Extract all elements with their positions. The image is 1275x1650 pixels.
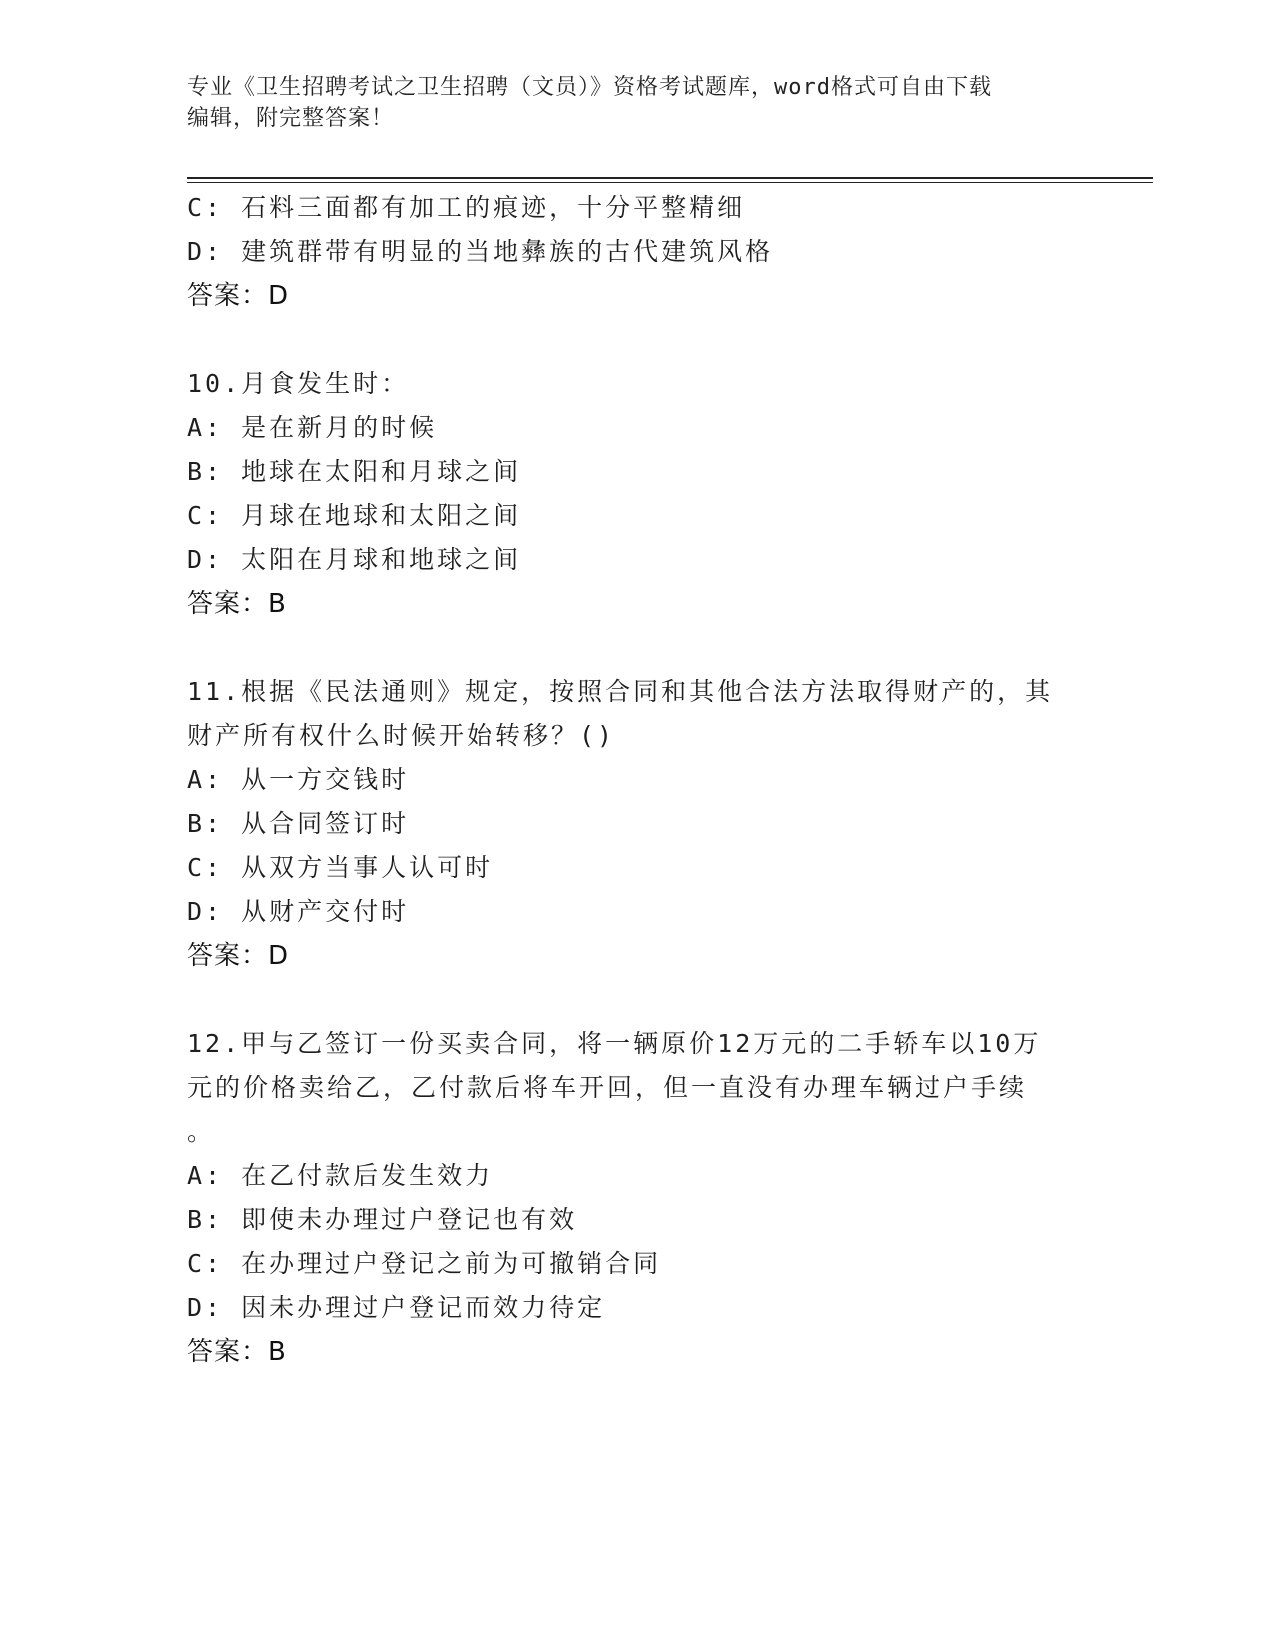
q10-option-b: B: 地球在太阳和月球之间 xyxy=(187,457,522,486)
q12-option-b: B: 即使未办理过户登记也有效 xyxy=(187,1205,578,1234)
header-divider-thin xyxy=(187,182,1153,183)
q10-option-a: A: 是在新月的时候 xyxy=(187,413,438,442)
q12-option-c: C: 在办理过户登记之前为可撤销合同 xyxy=(187,1249,662,1278)
header-line-1: 专业《卫生招聘考试之卫生招聘（文员）》资格考试题库，word格式可自由下载 xyxy=(187,75,992,100)
q10-stem: 10.月食发生时： xyxy=(187,369,410,398)
header-divider-thick xyxy=(187,177,1153,179)
q11-option-a: A: 从一方交钱时 xyxy=(187,765,410,794)
header-line-2: 编辑，附完整答案！ xyxy=(187,106,395,131)
prev-answer: 答案：D xyxy=(187,281,290,311)
prev-option-c: C: 石料三面都有加工的痕迹，十分平整精细 xyxy=(187,193,746,222)
q12-stem-line-3: 。 xyxy=(187,1117,216,1146)
q10-answer: 答案：B xyxy=(187,589,287,619)
q12-answer: 答案：B xyxy=(187,1337,287,1367)
prev-option-d: D: 建筑群带有明显的当地彝族的古代建筑风格 xyxy=(187,237,774,266)
q11-stem-line-1: 11.根据《民法通则》规定，按照合同和其他合法方法取得财产的，其 xyxy=(187,677,1054,706)
q11-option-d: D: 从财产交付时 xyxy=(187,897,410,926)
q11-option-c: C: 从双方当事人认可时 xyxy=(187,853,494,882)
document-header xyxy=(187,72,1087,134)
q11-option-b: B: 从合同签订时 xyxy=(187,809,410,838)
q12-stem-line-2: 元的价格卖给乙，乙付款后将车开回，但一直没有办理车辆过户手续 xyxy=(187,1073,1028,1102)
q12-stem-line-1: 12.甲与乙签订一份买卖合同，将一辆原价12万元的二手轿车以10万 xyxy=(187,1029,1042,1058)
q11-answer: 答案：D xyxy=(187,941,290,971)
q10-option-c: C: 月球在地球和太阳之间 xyxy=(187,501,522,530)
q12-option-d: D: 因未办理过户登记而效力待定 xyxy=(187,1293,606,1322)
q12-option-a: A: 在乙付款后发生效力 xyxy=(187,1161,494,1190)
q10-option-d: D: 太阳在月球和地球之间 xyxy=(187,545,522,574)
q11-stem-line-2: 财产所有权什么时候开始转移？() xyxy=(187,721,616,750)
